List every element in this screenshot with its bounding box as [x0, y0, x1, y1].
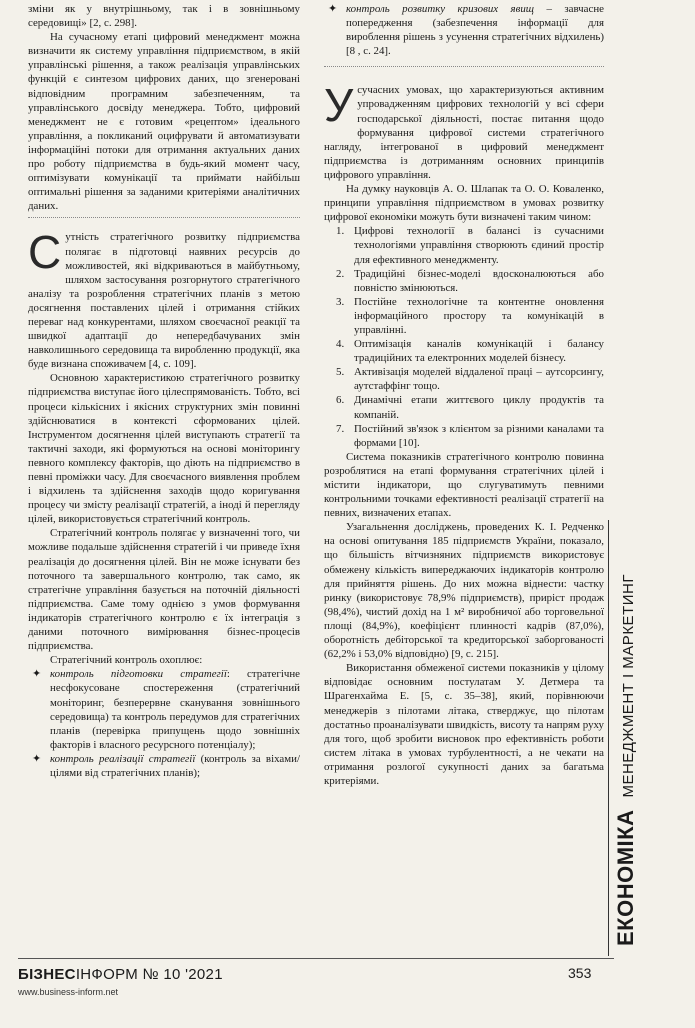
list-item — [324, 422, 604, 450]
list-item — [28, 752, 300, 780]
brand-rest: ІНФОРМ № 10 '2021 — [75, 966, 223, 983]
page-number: 353 — [568, 965, 592, 981]
bullet-text: (контроль за віхами/цілями від стратегічних планів); — [50, 752, 300, 779]
list-number: 6. — [336, 394, 345, 407]
bullet-term: контроль розвитку кризових явищ — [346, 3, 534, 15]
list-number: 5. — [336, 366, 345, 379]
left-column — [28, 2, 300, 780]
list-number: 2. — [336, 267, 345, 280]
list-text: Традиційні бізнес-моделі вдосконалюються або повністю змінюються. — [354, 267, 604, 294]
list-item — [324, 365, 604, 393]
list-item — [324, 295, 604, 337]
list-item — [324, 224, 604, 266]
list-text: Активізація моделей віддаленої праці – аутсорсингу, аутстаффінг тощо. — [354, 366, 604, 393]
brand-bold: БІЗНЕС — [18, 966, 76, 983]
paragraph-dropcap — [28, 226, 300, 371]
list-number: 7. — [336, 422, 345, 435]
journal-url[interactable]: www.business-inform.net — [18, 987, 119, 997]
list-text: Цифрові технології в балансі із сучасними технологіями управління створюють єдиний простір для ефективного менеджменту. — [354, 225, 604, 266]
drop-cap: У — [324, 79, 354, 132]
paragraph: Основною характеристикою стратегічного розвитку підприємства виступає його цілеспрямованість. Тобто, всі процеси кількісних і якісних структурних змін повинні здійснюватися в контексті сформованих цілей. Інструментом досягнення цілей виступають стратегії та тактичні заходи, які формуються на основі моніторингу певного комплексу факторів, що діють на підприємство в певні проміжки часу. Для своєчасного виявлення проблем і відхилень та здійснення заходів щодо коригування процесу чи змісту реалізації стратегій, а іноді й перегляду цілей, використовується стратегічний контроль. — [28, 372, 300, 526]
bullet-list — [28, 667, 300, 780]
list-text: Постійний зв'язок з клієнтом за різними каналами та формами [10]. — [354, 422, 604, 449]
subsection-name: МЕНЕДЖМЕНТ І МАРКЕТИНГ — [620, 574, 637, 798]
bullet-list — [324, 2, 604, 58]
paragraph: зміни як у внутрішньому, так і в зовнішньому середовищі» [2, с. 298]. — [28, 3, 300, 30]
diamond-bullet-icon: ✦ — [328, 3, 338, 15]
section-divider — [324, 66, 604, 67]
paragraph: Система показників стратегічного контролю повинна розроблятися на етапі формування стратегічних цілей і містити індикатори, що слугуватимуть певними контрольними точками ефективності реалізації стратегії на певних, визначених етапах. — [324, 450, 604, 520]
side-section-label — [612, 574, 640, 946]
paragraph-text: сучасних умовах, що характеризуються активним упровадженням цифрових технологій у всі сфери господарської діяльності, постає питання щодо формування цифрової системи стратегічного нагляду, інтегрованої в цифровий менеджмент підприємства із дотриманням основних принципів цифрового управління. — [324, 84, 604, 181]
diamond-bullet-icon: ✦ — [32, 752, 42, 765]
footer-rule — [18, 958, 614, 959]
list-item — [324, 2, 604, 58]
paragraph: Узагальнення досліджень, проведених К. І. Редченко на основі опитування 185 підприємств України, показало, що більшість вітчизняних підприємств використовує обмежену кількість випереджаючих індикаторів контролю для прийняття рішень. До них можна віднести: частку ринку (використовує 78,9% підприємств), приріст продаж (98,4%), чистий дохід на 1 м² виробничої або торговельної площі (84,9%), коефіцієнт плинності кадрів (87,0%), оборотність дебіторської та кредиторської заборгованості (62,2% і 53,0% відповідно) [9, с. 215]. — [324, 521, 604, 661]
numbered-list — [324, 224, 604, 450]
list-item — [324, 337, 604, 365]
list-text: Оптимізація каналів комунікацій і балансу традиційних та електронних моделей бізнесу. — [354, 338, 604, 365]
section-name: ЕКОНОМІКА — [613, 809, 638, 946]
list-text: Постійне технологічне та контентне оновлення інформаційного простору та комунікацій в управлінні. — [354, 295, 604, 336]
list-number: 4. — [336, 338, 345, 351]
list-number: 3. — [336, 295, 345, 308]
paragraph-dropcap — [324, 79, 604, 182]
right-column — [324, 2, 604, 788]
list-number: 1. — [336, 225, 345, 238]
side-divider — [608, 520, 609, 956]
bullet-text: : стратегічне несфокусоване спостереження (стратегічний моніторинг, безперервне сканування зовнішнього середовища) та контроль передумов для стратегічних планів (перевірка припущень щодо зовнішніх факторів і власного ресурсного потенціалу); — [50, 668, 300, 751]
diamond-bullet-icon: ✦ — [32, 668, 42, 681]
paragraph: На сучасному етапі цифровий менеджмент можна визначити як систему управління підприємством, в якій управлінські рішення, а також реалізація управлінських функцій є синтезом цифрових даних, що згенеровані відповідним програмним забезпеченням, та управлінського досвіду менеджера. Тобто, цифровий менеджмент не є готовим «рецептом» ідеального управління, а покликаний оцифрувати й автоматизувати інформаційні потоки для отримання актуальних даних про роботу підприємства в будь-який момент часу, оптимізувати комунікації та приймати найбільш оптимальні рішення за заданими критеріями аналітичних даних. — [28, 31, 300, 213]
drop-cap: С — [28, 226, 62, 279]
journal-brand — [18, 966, 223, 983]
paragraph: Стратегічний контроль охоплює: — [50, 654, 203, 667]
paragraph-text: утність стратегічного розвитку підприємства полягає в підготовці наявних ресурсів до можливостей, які відкриваються в майбутньому, шляхом застосування розгорнутого стратегічного аналізу та розроблення стратегічних планів з метою досягнення поставлених цілей і отримання стійких переваг над конкурентами, шляхом своєчасної реакції та швидкої адаптації до непередбачуваних змін навколишнього середовища та виробленню продукції, яка буде визнана споживачем [4, с. 109]. — [28, 231, 300, 371]
list-text: Динамічні етапи життєвого циклу продуктів та компаній. — [354, 394, 604, 421]
list-item — [324, 267, 604, 295]
bullet-term: контроль реалізації стратегії — [50, 752, 196, 765]
list-item — [324, 393, 604, 421]
list-item — [28, 667, 300, 752]
bullet-term: контроль підготовки стратегії — [50, 668, 227, 681]
paragraph: Використання обмеженої системи показників у цілому відповідає основним постулатам У. Детмера та Шрагенхайма Е. [5, с. 35–38], який, порівнюючи менеджерів з пілотами літака, стверджує, що пілотам достатньо проаналізувати швидкість, висоту та напрям руху для того, щоб зробити висновок про ефективність роботи систем літака в умовах турбулентності, а не чекати на отримання розлогої сукупності даних за багатьма критеріями. — [324, 662, 604, 787]
paragraph: Стратегічний контроль полягає у визначенні того, чи можливе подальше здійснення стратегій і чи приведе їхня реалізація до досягнення цілей. Він не може існувати без поточного та завершального контролю, так само, як стратегічне управління базується на поточній діяльності підприємства. Саме тому однією з умов формування індикаторів стратегічного контролю є їх інтеграція з даними поточного вимірювання бізнес-процесів підприємства. — [28, 527, 300, 653]
section-divider — [28, 217, 300, 218]
paragraph: На думку науковців А. О. Шлапак та О. О. Коваленко, принципи управління підприємством в умовах розвитку цифрової економіки можуть бути визначені таким чином: — [324, 183, 604, 224]
bullet-text: – завчасне попередження (забезпечення інформації для вироблення рішень з усунення стратегічних відхилень) [8 , с. 24]. — [346, 3, 604, 58]
